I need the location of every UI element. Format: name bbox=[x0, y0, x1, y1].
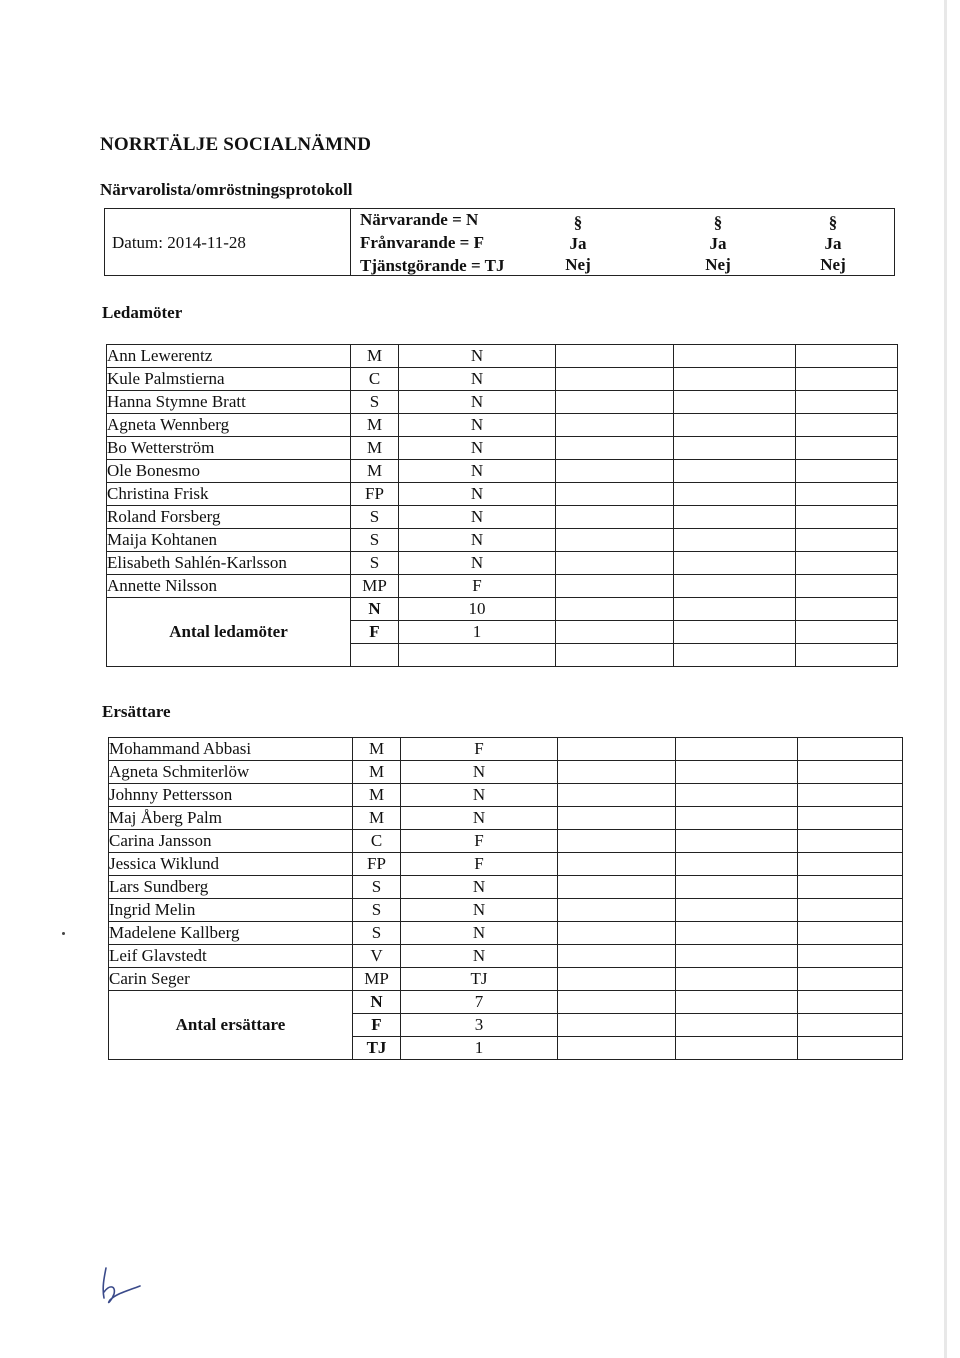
person-name: Leif Glavstedt bbox=[109, 945, 353, 968]
vote-cell[interactable] bbox=[556, 552, 674, 575]
person-name: Annette Nilsson bbox=[107, 575, 351, 598]
person-name: Ann Lewerentz bbox=[107, 345, 351, 368]
paragraph-symbol: § bbox=[828, 213, 838, 232]
vote-no-label: Nej bbox=[565, 255, 591, 274]
table-row bbox=[109, 784, 903, 807]
document-subtitle: Närvarolista/omröstningsprotokoll bbox=[100, 180, 353, 199]
vote-cell[interactable] bbox=[796, 437, 898, 460]
vote-cell[interactable] bbox=[796, 575, 898, 598]
vote-cell[interactable] bbox=[796, 460, 898, 483]
vote-cell[interactable] bbox=[798, 945, 903, 968]
person-name: Elisabeth Sahlén-Karlsson bbox=[107, 552, 351, 575]
vote-cell[interactable] bbox=[558, 899, 676, 922]
vote-cell[interactable] bbox=[556, 506, 674, 529]
summary-count: 1 bbox=[399, 621, 556, 644]
vote-cell[interactable] bbox=[798, 991, 903, 1014]
signature-initials bbox=[92, 1262, 152, 1313]
vote-cell[interactable] bbox=[676, 1037, 798, 1060]
vote-cell[interactable] bbox=[558, 761, 676, 784]
vote-cell[interactable] bbox=[674, 575, 796, 598]
attendance-status: N bbox=[399, 368, 556, 391]
person-name: Maj Åberg Palm bbox=[109, 807, 353, 830]
party-code: M bbox=[351, 414, 399, 437]
vote-cell[interactable] bbox=[556, 621, 674, 644]
attendance-status: N bbox=[401, 945, 558, 968]
summary-row bbox=[107, 598, 898, 621]
person-name: Christina Frisk bbox=[107, 483, 351, 506]
attendance-status: N bbox=[399, 552, 556, 575]
table-row bbox=[109, 853, 903, 876]
vote-cell[interactable] bbox=[556, 460, 674, 483]
vote-cell[interactable] bbox=[556, 437, 674, 460]
attendance-status: N bbox=[399, 529, 556, 552]
person-name: Kule Palmstierna bbox=[107, 368, 351, 391]
attendance-status: N bbox=[399, 345, 556, 368]
attendance-status: F bbox=[401, 830, 558, 853]
table-row bbox=[107, 460, 898, 483]
vote-cell[interactable] bbox=[556, 598, 674, 621]
vote-cell[interactable] bbox=[674, 368, 796, 391]
vote-cell[interactable] bbox=[674, 598, 796, 621]
party-code: S bbox=[353, 899, 401, 922]
person-name: Agneta Schmiterlöw bbox=[109, 761, 353, 784]
vote-cell[interactable] bbox=[556, 368, 674, 391]
attendance-status: F bbox=[401, 853, 558, 876]
vote-cell[interactable] bbox=[796, 552, 898, 575]
attendance-status: N bbox=[399, 391, 556, 414]
summary-code bbox=[351, 644, 399, 667]
vote-cell[interactable] bbox=[676, 853, 798, 876]
vote-cell[interactable] bbox=[556, 483, 674, 506]
vote-cell[interactable] bbox=[798, 853, 903, 876]
org-title: NORRTÄLJE SOCIALNÄMND bbox=[100, 134, 372, 155]
person-name: Carin Seger bbox=[109, 968, 353, 991]
table-row bbox=[107, 529, 898, 552]
table-row bbox=[107, 552, 898, 575]
party-code: V bbox=[353, 945, 401, 968]
vote-cell[interactable] bbox=[676, 991, 798, 1014]
party-code: M bbox=[353, 761, 401, 784]
summary-code: N bbox=[351, 598, 399, 621]
attendance-status: F bbox=[401, 738, 558, 761]
vote-cell[interactable] bbox=[796, 391, 898, 414]
vote-cell[interactable] bbox=[798, 738, 903, 761]
attendance-status: N bbox=[401, 761, 558, 784]
person-name: Carina Jansson bbox=[109, 830, 353, 853]
table-row bbox=[107, 575, 898, 598]
table-row bbox=[109, 945, 903, 968]
table-row bbox=[107, 483, 898, 506]
vote-cell[interactable] bbox=[798, 807, 903, 830]
vote-cell[interactable] bbox=[796, 368, 898, 391]
table-row bbox=[107, 391, 898, 414]
vote-cell[interactable] bbox=[676, 876, 798, 899]
legend-present: Närvarande = N bbox=[360, 210, 479, 229]
vote-cell[interactable] bbox=[676, 968, 798, 991]
attendance-status: F bbox=[399, 575, 556, 598]
paragraph-column-3 bbox=[803, 212, 863, 275]
party-code: FP bbox=[353, 853, 401, 876]
attendance-status: N bbox=[401, 922, 558, 945]
vote-cell[interactable] bbox=[558, 945, 676, 968]
table-row bbox=[107, 345, 898, 368]
vote-cell[interactable] bbox=[674, 506, 796, 529]
person-name: Hanna Stymne Bratt bbox=[107, 391, 351, 414]
summary-count: 3 bbox=[401, 1014, 558, 1037]
table-row bbox=[109, 876, 903, 899]
person-name: Bo Wetterström bbox=[107, 437, 351, 460]
party-code: M bbox=[353, 807, 401, 830]
legend-serving: Tjänstgörande = TJ bbox=[360, 256, 505, 275]
vote-cell[interactable] bbox=[676, 899, 798, 922]
vote-cell[interactable] bbox=[796, 621, 898, 644]
paragraph-column-2 bbox=[688, 212, 748, 275]
summary-code: F bbox=[351, 621, 399, 644]
vote-cell[interactable] bbox=[676, 922, 798, 945]
vote-cell[interactable] bbox=[798, 876, 903, 899]
party-code: M bbox=[351, 460, 399, 483]
party-code: C bbox=[351, 368, 399, 391]
vote-cell[interactable] bbox=[796, 529, 898, 552]
vote-cell[interactable] bbox=[558, 1014, 676, 1037]
section-label-substitutes: Ersättare bbox=[102, 702, 171, 721]
vote-cell[interactable] bbox=[674, 483, 796, 506]
vote-cell[interactable] bbox=[556, 345, 674, 368]
vote-cell[interactable] bbox=[796, 506, 898, 529]
vote-cell[interactable] bbox=[674, 529, 796, 552]
table-row bbox=[107, 414, 898, 437]
summary-row bbox=[109, 991, 903, 1014]
vote-cell[interactable] bbox=[556, 644, 674, 667]
party-code: MP bbox=[351, 575, 399, 598]
table-row bbox=[109, 968, 903, 991]
vote-cell[interactable] bbox=[556, 529, 674, 552]
party-code: S bbox=[353, 876, 401, 899]
attendance-status: N bbox=[401, 899, 558, 922]
party-code: FP bbox=[351, 483, 399, 506]
vote-cell[interactable] bbox=[558, 807, 676, 830]
vote-cell[interactable] bbox=[674, 414, 796, 437]
person-name: Ingrid Melin bbox=[109, 899, 353, 922]
section-label-members: Ledamöter bbox=[102, 303, 183, 322]
vote-yes-label: Ja bbox=[824, 234, 842, 253]
vote-cell[interactable] bbox=[674, 621, 796, 644]
meeting-date: Datum: 2014-11-28 bbox=[112, 233, 246, 252]
vote-cell[interactable] bbox=[798, 968, 903, 991]
attendance-status: N bbox=[399, 437, 556, 460]
vote-cell[interactable] bbox=[798, 1037, 903, 1060]
person-name: Madelene Kallberg bbox=[109, 922, 353, 945]
vote-cell[interactable] bbox=[558, 968, 676, 991]
members-table bbox=[106, 344, 898, 667]
party-code: S bbox=[351, 552, 399, 575]
person-name: Maija Kohtanen bbox=[107, 529, 351, 552]
person-name: Lars Sundberg bbox=[109, 876, 353, 899]
stray-mark bbox=[62, 932, 65, 935]
vote-cell[interactable] bbox=[674, 437, 796, 460]
table-row bbox=[109, 830, 903, 853]
paragraph-symbol: § bbox=[573, 213, 583, 232]
vote-cell[interactable] bbox=[674, 345, 796, 368]
paragraph-column-1 bbox=[548, 212, 608, 275]
person-name: Jessica Wiklund bbox=[109, 853, 353, 876]
paragraph-symbol: § bbox=[713, 213, 723, 232]
attendance-status: N bbox=[401, 876, 558, 899]
vote-cell[interactable] bbox=[796, 644, 898, 667]
vote-cell[interactable] bbox=[674, 391, 796, 414]
legend-absent: Frånvarande = F bbox=[360, 233, 484, 252]
party-code: M bbox=[353, 784, 401, 807]
party-code: M bbox=[351, 437, 399, 460]
vote-cell[interactable] bbox=[674, 552, 796, 575]
table-row bbox=[109, 899, 903, 922]
vote-cell[interactable] bbox=[796, 598, 898, 621]
summary-count: 10 bbox=[399, 598, 556, 621]
vote-yes-label: Ja bbox=[709, 234, 727, 253]
attendance-status: TJ bbox=[401, 968, 558, 991]
party-code: S bbox=[353, 922, 401, 945]
vote-cell[interactable] bbox=[676, 945, 798, 968]
party-code: M bbox=[351, 345, 399, 368]
attendance-status: N bbox=[399, 460, 556, 483]
vote-no-label: Nej bbox=[820, 255, 846, 274]
summary-count bbox=[399, 644, 556, 667]
vote-cell[interactable] bbox=[556, 575, 674, 598]
summary-code: N bbox=[353, 991, 401, 1014]
person-name: Roland Forsberg bbox=[107, 506, 351, 529]
summary-count: 1 bbox=[401, 1037, 558, 1060]
vote-cell[interactable] bbox=[674, 460, 796, 483]
page-edge-shadow bbox=[944, 0, 947, 1358]
vote-cell[interactable] bbox=[558, 853, 676, 876]
attendance-status: N bbox=[399, 414, 556, 437]
vote-cell[interactable] bbox=[798, 784, 903, 807]
party-code: M bbox=[353, 738, 401, 761]
summary-code: TJ bbox=[353, 1037, 401, 1060]
summary-label: Antal ledamöter bbox=[107, 598, 351, 667]
vote-cell[interactable] bbox=[676, 738, 798, 761]
vote-cell[interactable] bbox=[558, 784, 676, 807]
vote-cell[interactable] bbox=[798, 922, 903, 945]
party-code: MP bbox=[353, 968, 401, 991]
table-row bbox=[109, 922, 903, 945]
vote-cell[interactable] bbox=[676, 784, 798, 807]
header-divider bbox=[350, 208, 351, 276]
vote-yes-label: Ja bbox=[569, 234, 587, 253]
vote-cell[interactable] bbox=[556, 414, 674, 437]
vote-cell[interactable] bbox=[558, 991, 676, 1014]
attendance-status: N bbox=[399, 483, 556, 506]
table-row bbox=[107, 368, 898, 391]
person-name: Johnny Pettersson bbox=[109, 784, 353, 807]
table-row bbox=[107, 506, 898, 529]
vote-cell[interactable] bbox=[798, 830, 903, 853]
summary-label: Antal ersättare bbox=[109, 991, 353, 1060]
vote-cell[interactable] bbox=[558, 1037, 676, 1060]
vote-cell[interactable] bbox=[798, 1014, 903, 1037]
table-row bbox=[109, 761, 903, 784]
vote-cell[interactable] bbox=[674, 644, 796, 667]
vote-no-label: Nej bbox=[705, 255, 731, 274]
attendance-status: N bbox=[399, 506, 556, 529]
vote-cell[interactable] bbox=[796, 345, 898, 368]
vote-cell[interactable] bbox=[798, 761, 903, 784]
vote-cell[interactable] bbox=[556, 391, 674, 414]
vote-cell[interactable] bbox=[558, 922, 676, 945]
table-row bbox=[107, 437, 898, 460]
vote-cell[interactable] bbox=[796, 483, 898, 506]
vote-cell[interactable] bbox=[676, 830, 798, 853]
attendance-status: N bbox=[401, 807, 558, 830]
party-code: C bbox=[353, 830, 401, 853]
table-row bbox=[109, 738, 903, 761]
person-name: Ole Bonesmo bbox=[107, 460, 351, 483]
vote-cell[interactable] bbox=[798, 899, 903, 922]
substitutes-table bbox=[108, 737, 903, 1060]
vote-cell[interactable] bbox=[558, 830, 676, 853]
party-code: S bbox=[351, 529, 399, 552]
summary-count: 7 bbox=[401, 991, 558, 1014]
summary-code: F bbox=[353, 1014, 401, 1037]
attendance-status: N bbox=[401, 784, 558, 807]
vote-cell[interactable] bbox=[558, 876, 676, 899]
vote-cell[interactable] bbox=[558, 738, 676, 761]
vote-cell[interactable] bbox=[676, 1014, 798, 1037]
party-code: S bbox=[351, 506, 399, 529]
table-row bbox=[109, 807, 903, 830]
person-name: Agneta Wennberg bbox=[107, 414, 351, 437]
vote-cell[interactable] bbox=[676, 761, 798, 784]
party-code: S bbox=[351, 391, 399, 414]
vote-cell[interactable] bbox=[676, 807, 798, 830]
vote-cell[interactable] bbox=[796, 414, 898, 437]
person-name: Mohammand Abbasi bbox=[109, 738, 353, 761]
